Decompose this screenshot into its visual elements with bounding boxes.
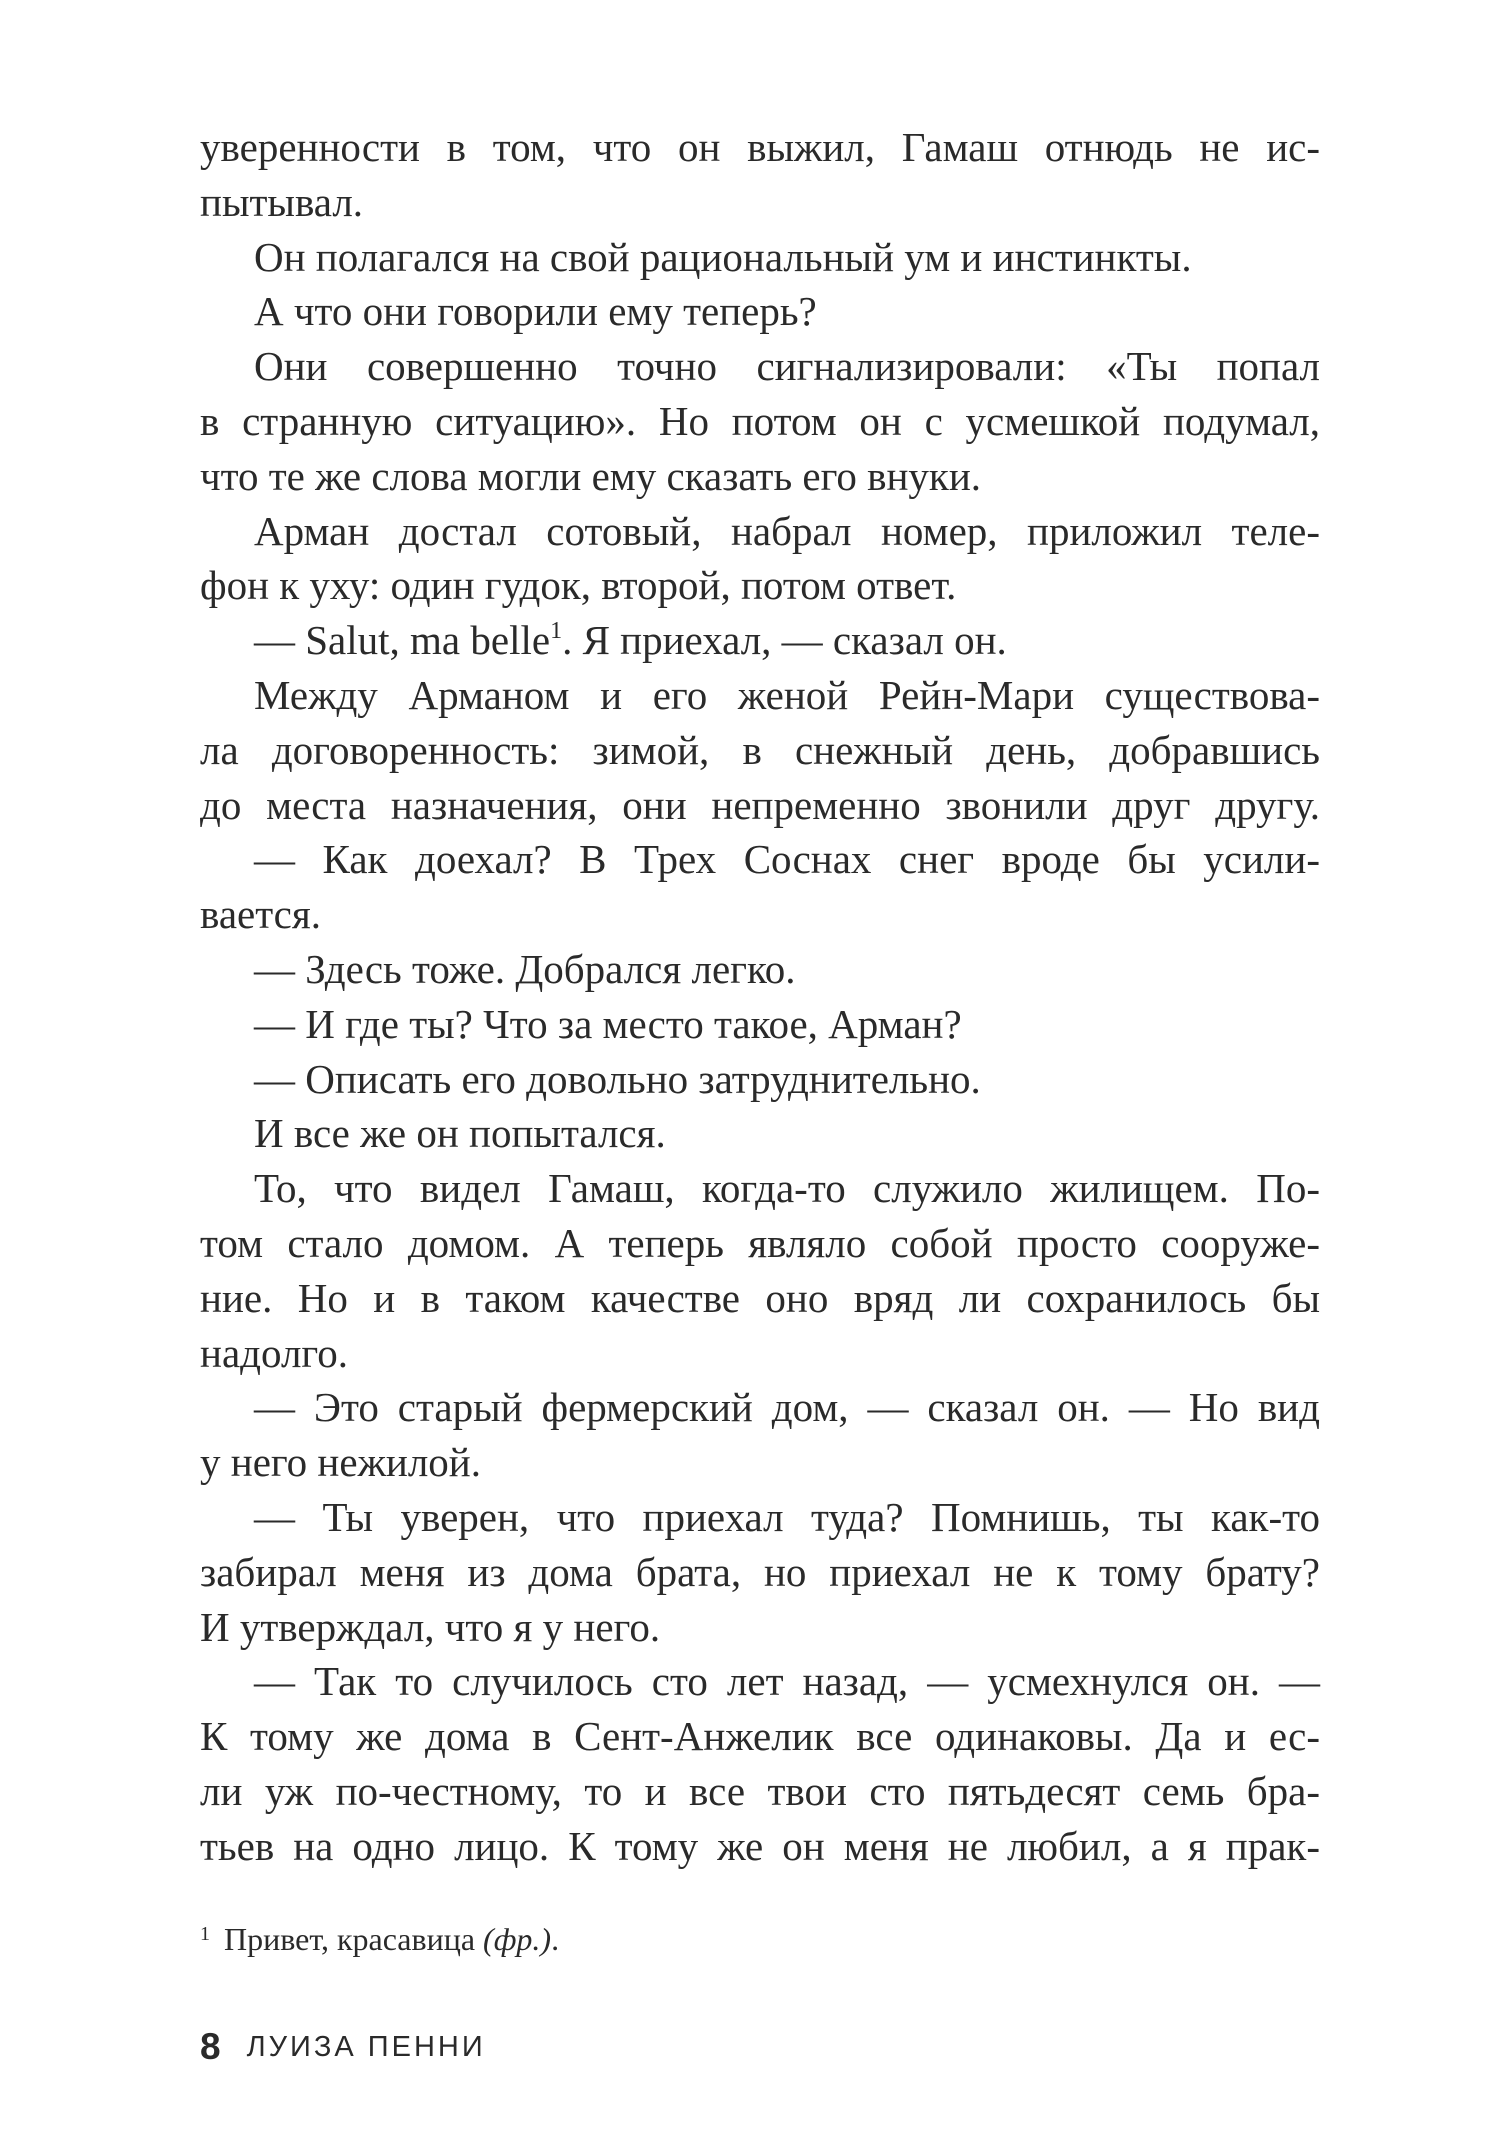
line-part: — Salut, ma belle [254, 617, 551, 664]
page-number: 8 [200, 2026, 221, 2067]
text-line: пытывал. [200, 178, 364, 225]
text-line: Он полагался на свой рациональный ум и инстинкты. [254, 233, 1192, 280]
text-line: — Это старый фермерский дом, — сказал он. — Но вид [254, 1384, 1320, 1431]
footnote-end: . [551, 1921, 560, 1957]
text-line: Арман достал сотовый, набрал номер, приложил теле- [254, 507, 1320, 554]
text-line: — Здесь тоже. Добрался легко. [254, 945, 796, 992]
running-footer [200, 2026, 486, 2076]
footnote-reference: 1 [550, 618, 563, 645]
running-author: ЛУИЗА ПЕННИ [246, 2030, 486, 2063]
text-line: — И где ты? Что за место такое, Арман? [254, 1000, 962, 1047]
text-line: ние. Но и в таком качестве оно вряд ли сохранилось бы [200, 1274, 1320, 1321]
text-line: Между Арманом и его женой Рейн-Мари существова- [254, 671, 1320, 718]
footnote-text: Привет, красавица [224, 1921, 476, 1957]
text-line: ла договоренность: зимой, в снежный день, добравшись [200, 726, 1320, 773]
text-line: до места назначения, они непременно звонили друг другу. [200, 781, 1320, 828]
text-line: ли уж по-честному, то и все твои сто пятьдесят семь бра- [200, 1767, 1320, 1814]
text-line: фон к уху: один гудок, второй, потом ответ. [200, 562, 957, 609]
text-line: К тому же дома в Сент-Анжелик все одинаковы. Да и ес- [200, 1713, 1320, 1760]
footnote [200, 1914, 1320, 1959]
text-line: тьев на одно лицо. К тому же он меня не любил, а я прак- [200, 1822, 1320, 1869]
text-line: И все же он попытался. [254, 1110, 666, 1157]
text-line: Они совершенно точно сигнализировали: «Ты попал [254, 343, 1320, 390]
text-line: И утверждал, что я у него. [200, 1603, 661, 1650]
text-line: А что они говорили ему теперь? [254, 288, 817, 335]
line-part: . Я приехал, — сказал он. [562, 617, 1007, 664]
text-line: — Как доехал? В Трех Соснах снег вроде бы усили- [254, 836, 1320, 883]
text-line: уверенности в том, что он выжил, Гамаш отнюдь не ис- [200, 124, 1320, 170]
footnote-mark: 1 [200, 1923, 210, 1945]
text-line: — Так то случилось сто лет назад, — усмехнулся он. — [254, 1658, 1320, 1705]
text-line: что те же слова могли ему сказать его внуки. [200, 452, 982, 499]
footnote-language: (фр.) [483, 1921, 552, 1957]
text-line: у него нежилой. [200, 1439, 481, 1486]
text-line: вается. [200, 891, 321, 938]
text-line: том стало домом. А теперь являло собой просто сооруже- [200, 1219, 1320, 1266]
text-line: — Описать его довольно затруднительно. [254, 1055, 981, 1102]
text-line-with-footnote [200, 613, 1320, 668]
text-line: — Ты уверен, что приехал туда? Помнишь, ты как-то [254, 1493, 1320, 1540]
text-line: надолго. [200, 1329, 348, 1376]
text-line: забирал меня из дома брата, но приехал не к тому брату? [200, 1548, 1320, 1595]
text-line: То, что видел Гамаш, когда-то служило жилищем. По- [254, 1165, 1320, 1212]
body-text [200, 120, 1320, 1874]
text-line: в странную ситуацию». Но потом он с усмешкой подумал, [200, 397, 1320, 444]
